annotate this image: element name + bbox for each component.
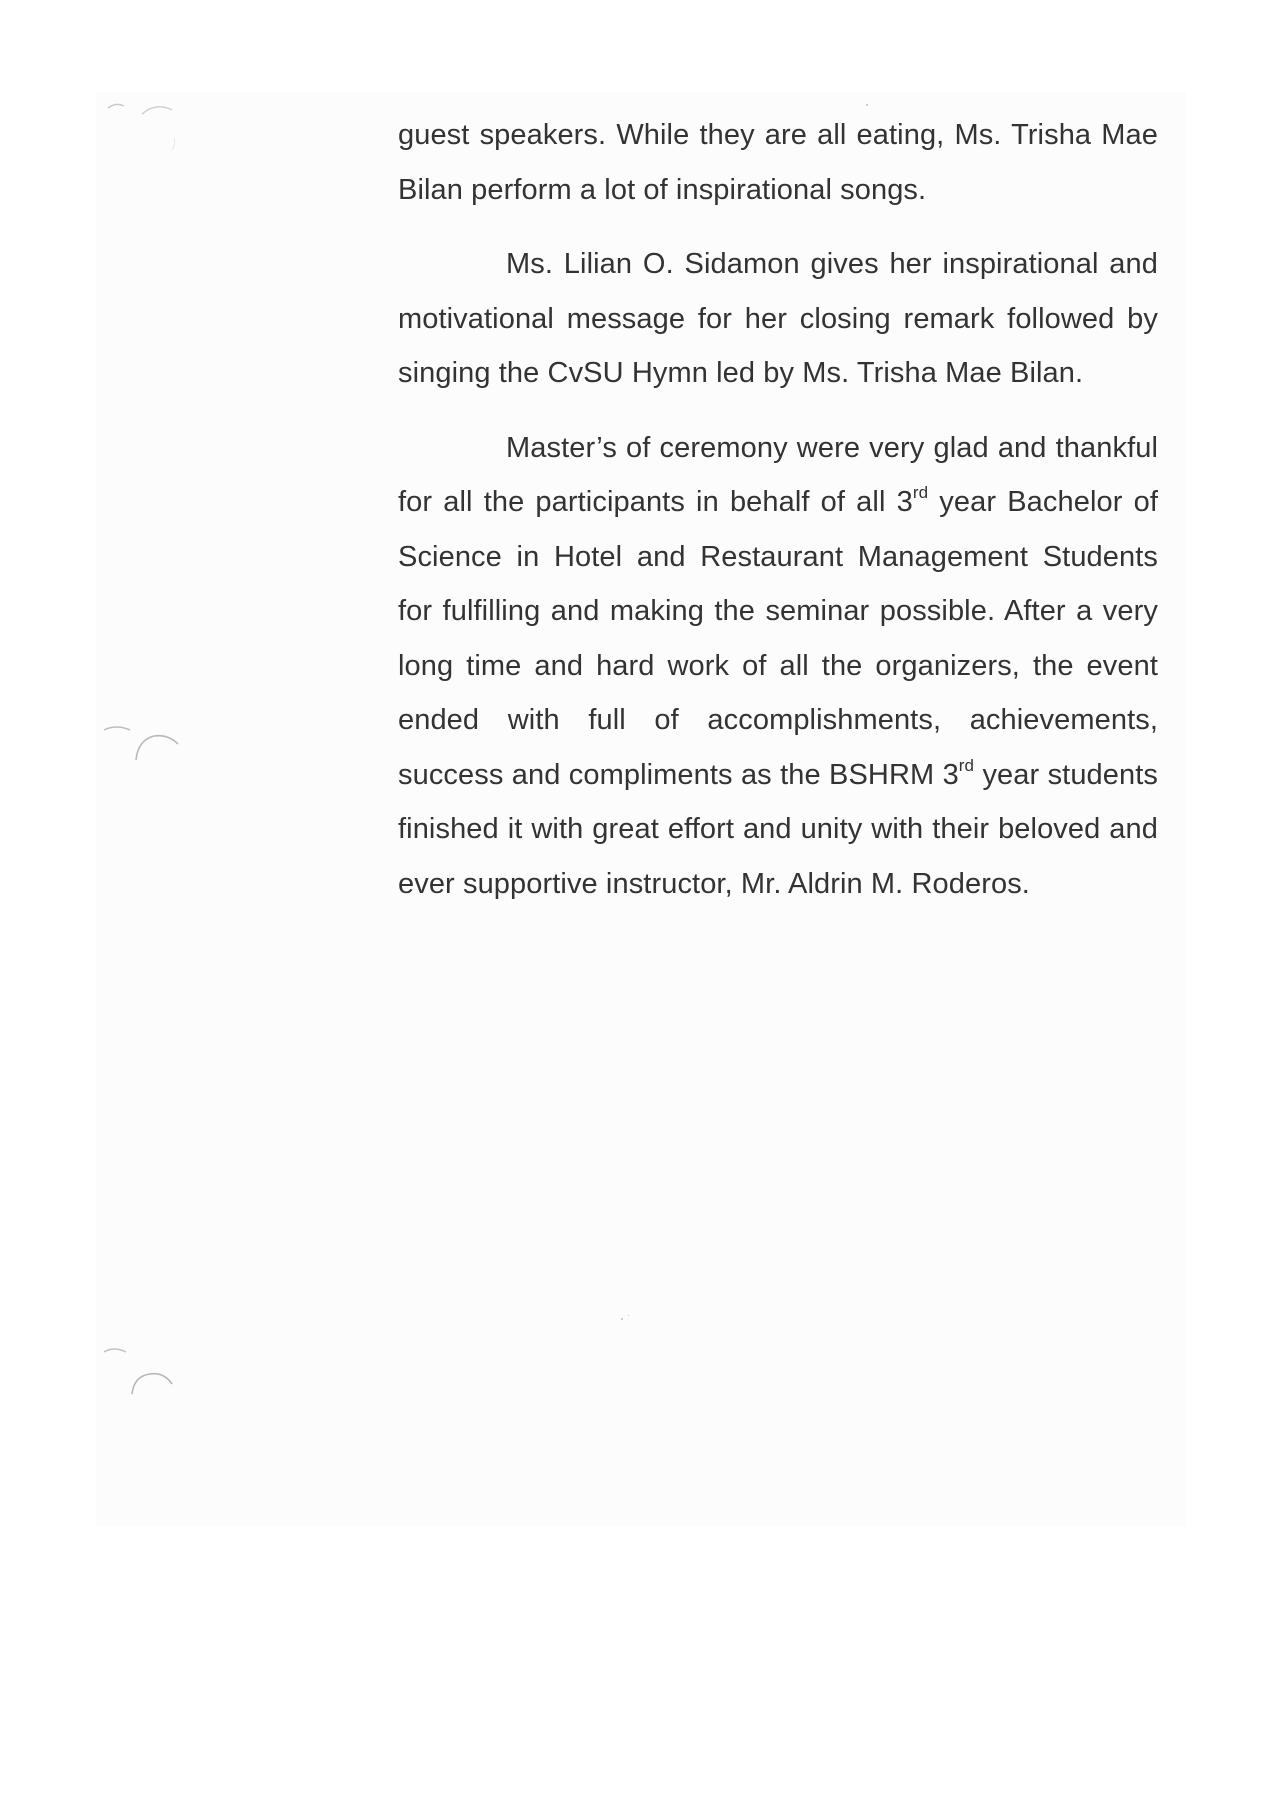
scan-speck bbox=[621, 1318, 623, 1320]
punch-hole-mark bbox=[100, 1340, 190, 1420]
punch-hole-mark bbox=[100, 720, 190, 780]
punch-hole-mark bbox=[104, 96, 184, 156]
scan-speck bbox=[866, 104, 868, 106]
paragraph-text: year students finished it with great effort and unity with their beloved and ever supportive instructor, Mr. Aldrin M. Roderos. bbox=[398, 758, 1158, 900]
paragraph-text: guest speakers. While they are all eating, Ms. Trisha Mae Bilan perform a lot of inspirational songs. bbox=[398, 119, 1158, 206]
body-paragraph bbox=[398, 237, 1158, 401]
body-paragraph bbox=[398, 108, 1158, 217]
paragraph-text: Ms. Lilian O. Sidamon gives her inspirational and motivational message for her closing remark followed by singing the CvSU Hymn led by Ms. Trisha Mae Bilan. bbox=[398, 248, 1158, 389]
document-body-text bbox=[398, 108, 1158, 931]
scan-speck bbox=[628, 1315, 629, 1316]
ordinal-superscript: rd bbox=[912, 483, 929, 503]
body-paragraph bbox=[398, 421, 1158, 912]
ordinal-superscript: rd bbox=[958, 755, 975, 775]
paragraph-text: year Bachelor of Science in Hotel and Restaurant Management Students for fulfilling and making the seminar possible. After a very long time and hard work of all the organizers, the event ended with full of accomplishments, achievements, success and compliments as the BSHRM 3 bbox=[398, 486, 1159, 791]
paragraph-text: Master’s of ceremony were very glad and thankful for all the participants in behalf of all 3 bbox=[398, 431, 1158, 518]
